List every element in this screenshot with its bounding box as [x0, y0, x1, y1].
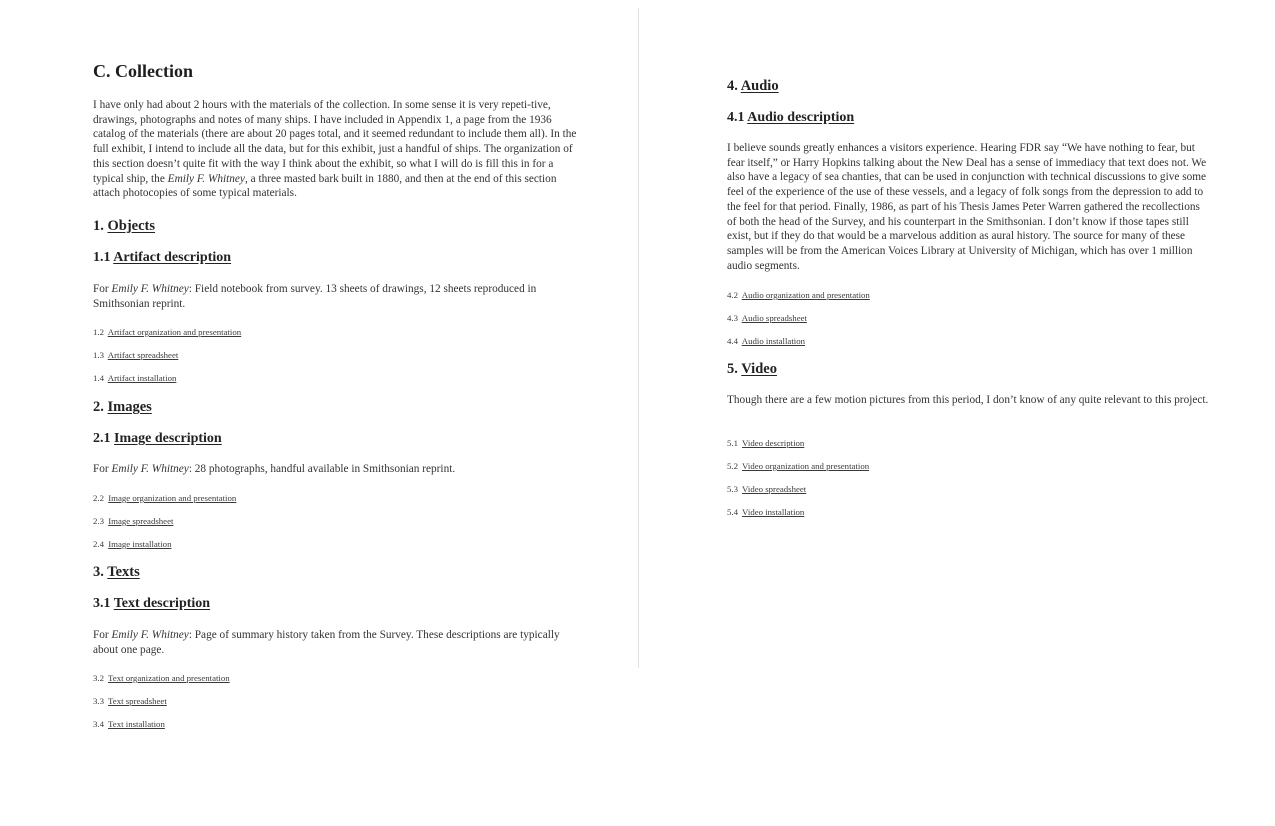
subsection-item — [93, 373, 176, 383]
desc-prefix: For — [93, 629, 112, 641]
sub-link[interactable]: Image installation — [108, 539, 172, 549]
section-number: 2. — [93, 399, 104, 415]
sub-number: 4.2 — [727, 290, 738, 300]
subsection-item — [93, 327, 241, 337]
sub-link[interactable]: Video installation — [742, 507, 805, 517]
section-heading-video — [727, 361, 777, 378]
subsection-item — [93, 350, 178, 360]
sub-link[interactable]: Artifact spreadsheet — [107, 350, 179, 360]
page-title: C. Collection — [93, 61, 193, 81]
subsection-heading-image-description — [93, 431, 222, 447]
section-heading-texts — [93, 564, 140, 581]
section-heading-images — [93, 399, 152, 416]
desc-text: : Field notebook from survey. 13 sheets of drawings, 12 sheets reproduced in Smithsonian reprint. — [93, 283, 537, 310]
sub-link[interactable]: Artifact installation — [107, 373, 177, 383]
subsection-title-link[interactable]: Artifact description — [113, 250, 232, 265]
sub-link[interactable]: Audio spreadsheet — [741, 313, 807, 323]
sub-number: 5.4 — [727, 507, 738, 517]
subsection-title-link[interactable]: Text description — [113, 596, 211, 611]
subsection-item — [93, 539, 171, 549]
page-divider — [638, 8, 639, 668]
subsection-number: 3.1 — [93, 596, 111, 611]
sub-number: 1.3 — [93, 350, 104, 360]
sub-number: 1.2 — [93, 327, 104, 337]
sub-number: 5.2 — [727, 461, 738, 471]
section-heading-audio — [727, 78, 779, 95]
sub-number: 3.3 — [93, 696, 104, 706]
subsection-title-link[interactable]: Audio description — [747, 110, 855, 125]
artifact-description-text — [93, 282, 578, 311]
desc-prefix: For — [93, 463, 112, 475]
section-heading-objects — [93, 218, 155, 235]
section-title-link[interactable]: Audio — [740, 78, 779, 94]
subsection-item — [727, 290, 870, 300]
subsection-item — [93, 673, 230, 683]
subsection-item — [727, 336, 805, 346]
sub-number: 4.4 — [727, 336, 738, 346]
sub-link[interactable]: Video description — [742, 438, 805, 448]
sub-number: 5.1 — [727, 438, 738, 448]
subsection-item — [727, 461, 869, 471]
subsection-item — [93, 516, 173, 526]
sub-number: 4.3 — [727, 313, 738, 323]
subsection-item — [727, 484, 806, 494]
section-title-link[interactable]: Images — [107, 399, 152, 415]
image-description-text — [93, 462, 455, 477]
subsection-heading-text-description — [93, 596, 210, 612]
sub-link[interactable]: Image organization and presentation — [108, 493, 237, 503]
sub-number: 2.3 — [93, 516, 104, 526]
intro-ship-name: Emily F. Whitney — [167, 172, 245, 185]
desc-ship-name: Emily F. Whitney — [111, 283, 189, 295]
section-number: 1. — [93, 218, 104, 234]
section-number: 3. — [93, 564, 104, 580]
subsection-number: 4.1 — [727, 110, 745, 125]
subsection-item — [727, 507, 804, 517]
desc-prefix: For — [93, 283, 112, 295]
desc-text: : 28 photographs, handful available in Smithsonian reprint. — [188, 463, 456, 475]
text-description-text — [93, 628, 578, 657]
sub-link[interactable]: Video organization and presentation — [742, 461, 870, 471]
section-number: 5. — [727, 361, 738, 377]
subsection-heading-audio-description — [727, 110, 854, 126]
sub-link[interactable]: Text spreadsheet — [108, 696, 167, 706]
desc-text: : Page of summary history taken from the Survey. These descriptions are typically about one page. — [93, 629, 560, 656]
subsection-item — [727, 438, 804, 448]
sub-link[interactable]: Audio installation — [741, 336, 806, 346]
sub-link[interactable]: Image spreadsheet — [108, 516, 174, 526]
subsection-title-link[interactable]: Image description — [114, 431, 222, 446]
sub-number: 3.4 — [93, 719, 104, 729]
sub-link[interactable]: Text organization and presentation — [108, 673, 230, 683]
sub-number: 5.3 — [727, 484, 738, 494]
intro-text-2: , a three masted bark built in 1880, and then at the end of this section attach photocopies of some typical materials. — [93, 172, 557, 200]
subsection-number: 2.1 — [93, 431, 111, 446]
section-title-link[interactable]: Texts — [107, 564, 140, 580]
subsection-heading-artifact-description — [93, 250, 231, 266]
sub-number: 2.4 — [93, 539, 104, 549]
section-title-link[interactable]: Video — [741, 361, 777, 377]
sub-number: 2.2 — [93, 493, 104, 503]
sub-link[interactable]: Text installation — [108, 719, 165, 729]
sub-link[interactable]: Artifact organization and presentation — [107, 327, 242, 337]
subsection-item — [93, 719, 165, 729]
desc-ship-name: Emily F. Whitney — [111, 629, 189, 641]
sub-number: 3.2 — [93, 673, 104, 683]
intro-text-1: I have only had about 2 hours with the materials of the collection. In some sense it is very repeti-tive, drawings, photographs and notes of many ships. I have included in Appendix 1, a page from the 1936 catalog of the materials (there are about 20 pages total, and it seemed redundant to include them all). In the full exhibit, I intend to include all the data, but for this exhibit, just a handful of ships. The organization of this section doesn’t quite fit with the way I think about the exhibit, so what I will do is fill this in for a typical ship, the — [93, 99, 577, 185]
subsection-number: 1.1 — [93, 250, 111, 265]
subsection-item — [727, 313, 807, 323]
section-number: 4. — [727, 78, 738, 94]
subsection-item — [93, 493, 236, 503]
section-title-link[interactable]: Objects — [107, 218, 156, 234]
video-description-text: Though there are a few motion pictures from this period, I don’t know of any quite relevant to this project. — [727, 394, 1209, 406]
desc-ship-name: Emily F. Whitney — [111, 463, 189, 475]
sub-link[interactable]: Video spreadsheet — [742, 484, 807, 494]
sub-number: 1.4 — [93, 373, 104, 383]
sub-link[interactable]: Audio organization and presentation — [741, 290, 870, 300]
subsection-item — [93, 696, 167, 706]
intro-paragraph — [93, 98, 578, 201]
audio-description-text: I believe sounds greatly enhances a visitors experience. Hearing FDR say “We have nothing to fear, but fear itself,” or Harry Hopkins talking about the New Deal has a sense of immediacy that text does not. We also have a legacy of sea chanties, that can be used in conjunction with technical discussions to give some feel of the experience of the use of these vessels, and a legacy of folk songs from the depression to add to the feel for that period. Finally, 1986, as part of his Thesis James Peter Warren gathered the recollections of both the head of the Survey, and his counterpart in the Smithsonian. I don’t know if those tapes still exist, but if they do that would be a marvelous addition as aural history. The source for many of these samples will be from the American Voices Library at University of Michigan, which has over 1 million audio segments. — [727, 142, 1207, 272]
